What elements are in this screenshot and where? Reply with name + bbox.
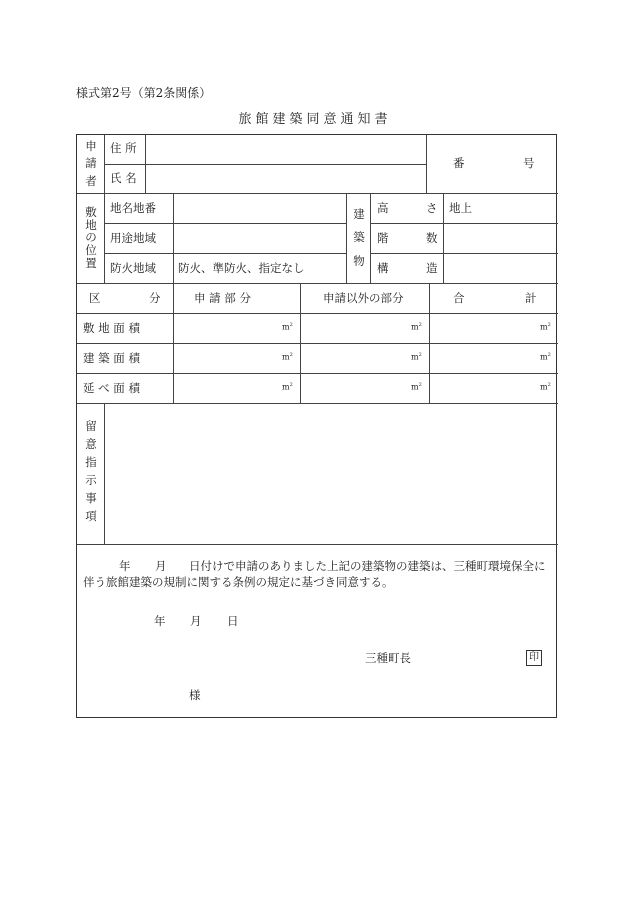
fire-zone-value: 防火、準防火、指定なし [178, 261, 305, 275]
number-label: 番 [453, 156, 465, 170]
divider [426, 135, 427, 193]
building-header: 建 築 物 [353, 207, 365, 268]
divider [77, 544, 558, 545]
name-label: 氏 名 [110, 171, 137, 185]
unit-sqm: $m^2$ [540, 382, 551, 392]
divider [77, 343, 558, 344]
unit-sqm: $m^2$ [282, 322, 293, 332]
lot-label: 地名地番 [110, 201, 156, 215]
statement-line-1: 日付けで申請のありました上記の建築物の建築は、三種町環境保全に [189, 559, 546, 573]
floors-label: 数 [426, 231, 438, 245]
divider [77, 193, 558, 194]
divider [104, 135, 105, 193]
addressee-suffix: 様 [189, 688, 201, 702]
unit-sqm: $m^2$ [540, 352, 551, 362]
divider [104, 403, 105, 544]
statement-year: 年 [119, 559, 131, 573]
other-header: 申請以外の部分 [323, 291, 404, 305]
floor-area-label: 延 べ 面 積 [83, 381, 140, 395]
divider [104, 164, 426, 165]
class-header: 分 [149, 291, 161, 305]
number-label: 号 [523, 156, 535, 170]
statement-line-2: 伴う旅館建築の規制に関する条例の規定に基づき同意する。 [83, 575, 394, 589]
form-table [76, 134, 557, 718]
divider [104, 223, 346, 224]
structure-label: 構 [377, 261, 389, 275]
divider [104, 193, 105, 283]
building-area-label: 建 築 面 積 [83, 351, 140, 365]
divider [443, 193, 444, 283]
applied-header: 申 請 部 分 [194, 291, 251, 305]
total-header: 合 [453, 291, 465, 305]
floors-label: 階 [377, 231, 389, 245]
date-day: 日 [227, 614, 239, 628]
divider [77, 313, 558, 314]
height-label: 高 [377, 201, 389, 215]
form-label: 様式第2号（第2条関係） [76, 86, 212, 100]
unit-sqm: $m^2$ [282, 382, 293, 392]
divider [429, 283, 430, 403]
date-year: 年 [154, 614, 166, 628]
applicant-header: 申 請 者 [85, 139, 97, 188]
unit-sqm: $m^2$ [411, 382, 422, 392]
address-label: 住 所 [110, 141, 137, 155]
notes-header: 留 意 指 示 事 項 [85, 419, 97, 524]
date-month: 月 [190, 614, 202, 628]
divider [104, 253, 346, 254]
divider [370, 253, 558, 254]
structure-label: 造 [426, 261, 438, 275]
divider [370, 193, 371, 283]
divider [300, 283, 301, 403]
statement-month: 月 [155, 559, 167, 573]
fire-zone-label: 防火地域 [110, 261, 156, 275]
divider [77, 403, 558, 404]
unit-sqm: $m^2$ [282, 352, 293, 362]
divider [77, 373, 558, 374]
divider [145, 135, 146, 193]
height-value: 地上 [449, 201, 472, 215]
site-area-label: 敷 地 面 積 [83, 321, 140, 335]
unit-sqm: $m^2$ [411, 352, 422, 362]
divider [370, 223, 558, 224]
divider [173, 283, 174, 403]
unit-sqm: $m^2$ [540, 322, 551, 332]
class-header: 区 [89, 291, 101, 305]
site-header: 敷 地 の 位 置 [85, 205, 97, 270]
total-header: 計 [525, 291, 537, 305]
height-label: さ [426, 201, 438, 215]
divider [173, 193, 174, 283]
seal-mark: 印 [526, 650, 542, 666]
divider [77, 283, 558, 284]
divider [346, 193, 347, 283]
mayor-title: 三種町長 [365, 651, 411, 665]
zone-label: 用途地域 [110, 231, 156, 245]
unit-sqm: $m^2$ [411, 322, 422, 332]
document-title: 旅館建築同意通知書 [238, 112, 392, 127]
